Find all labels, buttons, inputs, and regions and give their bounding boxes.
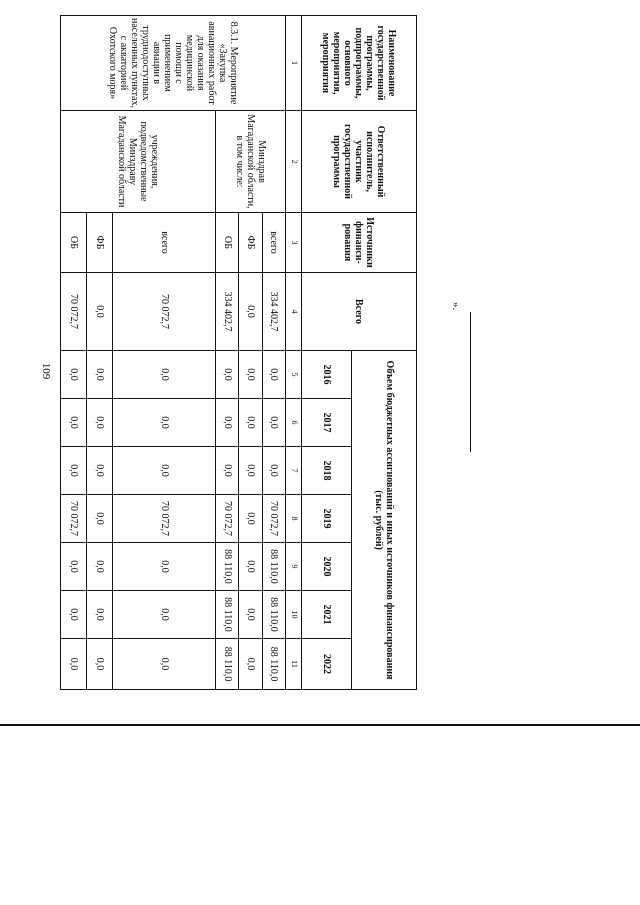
rotated-table-block: [60, 15, 417, 689]
year-value: 0,0: [113, 591, 216, 639]
year-value: 0,0: [87, 639, 113, 690]
year-value: 70 072,7: [113, 495, 216, 543]
header-year: 2016: [302, 351, 352, 399]
total-cell: 0,0: [239, 273, 262, 351]
column-number: 3: [286, 213, 302, 273]
year-value: 0,0: [239, 447, 262, 495]
year-value: 70 072,7: [262, 495, 285, 543]
header-name: Наименование государственной программы, подпрограммы, основного мероприятия, мероприятия: [302, 16, 417, 111]
closing-quote: ».: [450, 301, 462, 311]
year-value: 0,0: [61, 543, 87, 591]
total-cell: 70 072,7: [113, 273, 216, 351]
header-total: Всего: [302, 273, 417, 351]
closing-underline: [470, 312, 471, 452]
year-value: 0,0: [87, 447, 113, 495]
column-number-row: [286, 16, 302, 690]
year-value: 0,0: [113, 447, 216, 495]
executor-cell: учреждения, подведомственные Минздраву Магаданской области: [61, 111, 216, 213]
header-year: 2018: [302, 447, 352, 495]
year-value: 0,0: [113, 399, 216, 447]
year-value: 0,0: [87, 591, 113, 639]
column-number: 1: [286, 16, 302, 111]
table-row: [262, 16, 285, 690]
year-value: 88 110,0: [216, 639, 239, 690]
year-value: 0,0: [239, 639, 262, 690]
page-separator-line: [0, 724, 640, 726]
header-year: 2021: [302, 591, 352, 639]
header-year: 2017: [302, 399, 352, 447]
total-cell: 0,0: [87, 273, 113, 351]
source-cell: всего: [262, 213, 285, 273]
header-executor: Ответственный исполнитель, участник государственной программы: [302, 111, 417, 213]
year-value: 88 110,0: [216, 591, 239, 639]
year-value: 0,0: [113, 351, 216, 399]
column-number: 8: [286, 495, 302, 543]
year-value: 0,0: [113, 639, 216, 690]
year-value: 0,0: [61, 447, 87, 495]
header-source: Источники финанси-рования: [302, 213, 417, 273]
column-number: 5: [286, 351, 302, 399]
year-value: 88 110,0: [262, 591, 285, 639]
executor-cell: Минздрав Магаданской области, в том числе:: [216, 111, 286, 213]
column-number: 2: [286, 111, 302, 213]
year-value: 88 110,0: [216, 543, 239, 591]
column-number: 4: [286, 273, 302, 351]
header-year: 2022: [302, 639, 352, 690]
year-value: 0,0: [216, 399, 239, 447]
year-value: 0,0: [239, 591, 262, 639]
page-number: 109: [40, 362, 52, 380]
header-year: 2019: [302, 495, 352, 543]
year-value: 0,0: [216, 351, 239, 399]
year-value: 0,0: [61, 399, 87, 447]
year-value: 0,0: [61, 639, 87, 690]
year-value: 0,0: [87, 351, 113, 399]
header-year: 2020: [302, 543, 352, 591]
column-number: 11: [286, 639, 302, 690]
year-value: 0,0: [61, 591, 87, 639]
year-value: 70 072,7: [61, 495, 87, 543]
header-funding-group: Объем бюджетных ассигнований и иных источников финансирования (тыс. рублей): [352, 351, 417, 690]
year-value: 0,0: [87, 543, 113, 591]
year-value: 0,0: [113, 543, 216, 591]
year-value: 0,0: [239, 399, 262, 447]
source-cell: всего: [113, 213, 216, 273]
column-number: 6: [286, 399, 302, 447]
year-value: 0,0: [262, 351, 285, 399]
year-value: 70 072,7: [216, 495, 239, 543]
column-number: 7: [286, 447, 302, 495]
year-value: 0,0: [262, 399, 285, 447]
total-cell: 334 402,7: [216, 273, 239, 351]
year-value: 0,0: [239, 351, 262, 399]
measure-name-cell: 8.3.1. Мероприятие «Закупка авиационных работ для оказания медицинской помощи с применением авиации в труднодоступных населенных пунктах, с акваторией Охотского моря»: [61, 16, 286, 111]
year-value: 88 110,0: [262, 639, 285, 690]
year-value: 0,0: [87, 399, 113, 447]
budget-table: [60, 15, 417, 690]
year-value: 0,0: [216, 447, 239, 495]
table-row: [113, 16, 216, 690]
year-value: 0,0: [239, 495, 262, 543]
source-cell: ФБ: [239, 213, 262, 273]
year-value: 0,0: [61, 351, 87, 399]
year-value: 0,0: [239, 543, 262, 591]
year-value: 0,0: [87, 495, 113, 543]
year-value: 0,0: [262, 447, 285, 495]
total-cell: 70 072,7: [61, 273, 87, 351]
year-value: 88 110,0: [262, 543, 285, 591]
column-number: 9: [286, 543, 302, 591]
source-cell: ФБ: [87, 213, 113, 273]
source-cell: ОБ: [61, 213, 87, 273]
header-row-1: [352, 16, 417, 690]
source-cell: ОБ: [216, 213, 239, 273]
total-cell: 334 402,7: [262, 273, 285, 351]
column-number: 10: [286, 591, 302, 639]
